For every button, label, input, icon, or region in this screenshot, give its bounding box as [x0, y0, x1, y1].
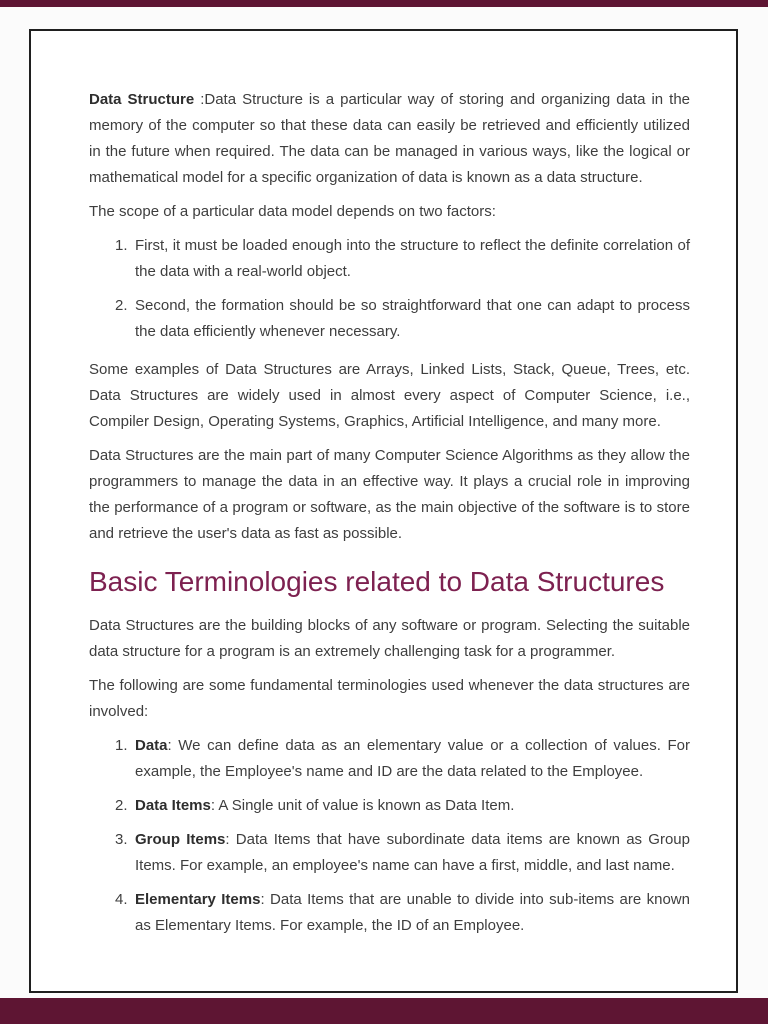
- list-item: [115, 793, 690, 819]
- intro-paragraph: [89, 87, 690, 191]
- list-item: [115, 293, 690, 345]
- top-edge-bar: [0, 0, 768, 7]
- list-item-number: 4.: [115, 891, 128, 908]
- list-item-text: [135, 733, 690, 785]
- list-item-text: [135, 793, 690, 819]
- term-definition: : A Single unit of value is known as Data Item.: [210, 797, 515, 814]
- list-item-number: 2.: [115, 797, 128, 814]
- document-body: [89, 87, 690, 939]
- term-definition: : Data Items that are unable to divide into sub-items are known as Elementary Items. For example, the ID of an Employee.: [135, 891, 690, 934]
- lead-term: Data Structure: [89, 91, 195, 108]
- term-label: Group Items: [135, 831, 226, 848]
- term-label: Data Items: [135, 797, 211, 814]
- list-item: [115, 733, 690, 785]
- document-page: [29, 29, 738, 993]
- scope-paragraph: The scope of a particular data model depends on two factors:: [89, 203, 496, 220]
- section-heading: Basic Terminologies related to Data Structures: [89, 566, 665, 597]
- intro-text: :Data Structure is a particular way of storing and organizing data in the memory of the computer so that these data can easily be retrieved and efficiently utilized in the future when required. The data can be managed in various ways, like the logical or mathematical model for a specific organization of data is known as a data structure.: [89, 91, 691, 186]
- algorithms-paragraph: Data Structures are the main part of many Computer Science Algorithms as they allow the programmers to manage the data in an effective way. It plays a crucial role in improving the performance of a program or software, as the main objective of the software is to store and retrieve the user's data as fast as possible.: [89, 447, 690, 542]
- building-blocks-paragraph: Data Structures are the building blocks of any software or program. Selecting the suitable data structure for a program is an extremely challenging task for a programmer.: [89, 617, 690, 660]
- term-label: Elementary Items: [135, 891, 261, 908]
- scope-list: [89, 233, 690, 345]
- list-item-text: [135, 887, 690, 939]
- list-item: [115, 233, 690, 285]
- term-definition: : Data Items that have subordinate data items are known as Group Items. For example, an employee's name can have a first, middle, and last name.: [135, 831, 690, 874]
- list-item-number: 3.: [115, 831, 128, 848]
- list-item-text: First, it must be loaded enough into the structure to reflect the definite correlation of the data with a real-world object.: [135, 237, 690, 280]
- list-item-text: Second, the formation should be so straightforward that one can adapt to process the data efficiently whenever necessary.: [135, 297, 690, 340]
- examples-paragraph: Some examples of Data Structures are Arrays, Linked Lists, Stack, Queue, Trees, etc. Data Structures are widely used in almost every aspect of Computer Science, i.e., Compiler Design, Operating Systems, Graphics, Artificial Intelligence, and many more.: [89, 361, 690, 430]
- list-item-number: 2.: [115, 297, 128, 314]
- terminologies-intro-paragraph: The following are some fundamental terminologies used whenever the data structures are involved:: [89, 677, 690, 720]
- list-item-text: [135, 827, 690, 879]
- term-definition: : We can define data as an elementary value or a collection of values. For example, the Employee's name and ID are the data related to the Employee.: [135, 737, 690, 780]
- bottom-edge-bar: [0, 998, 768, 1024]
- terms-list: [89, 733, 690, 939]
- list-item-number: 1.: [115, 237, 128, 254]
- term-label: Data: [135, 737, 168, 754]
- list-item-number: 1.: [115, 737, 128, 754]
- list-item: [115, 887, 690, 939]
- list-item: [115, 827, 690, 879]
